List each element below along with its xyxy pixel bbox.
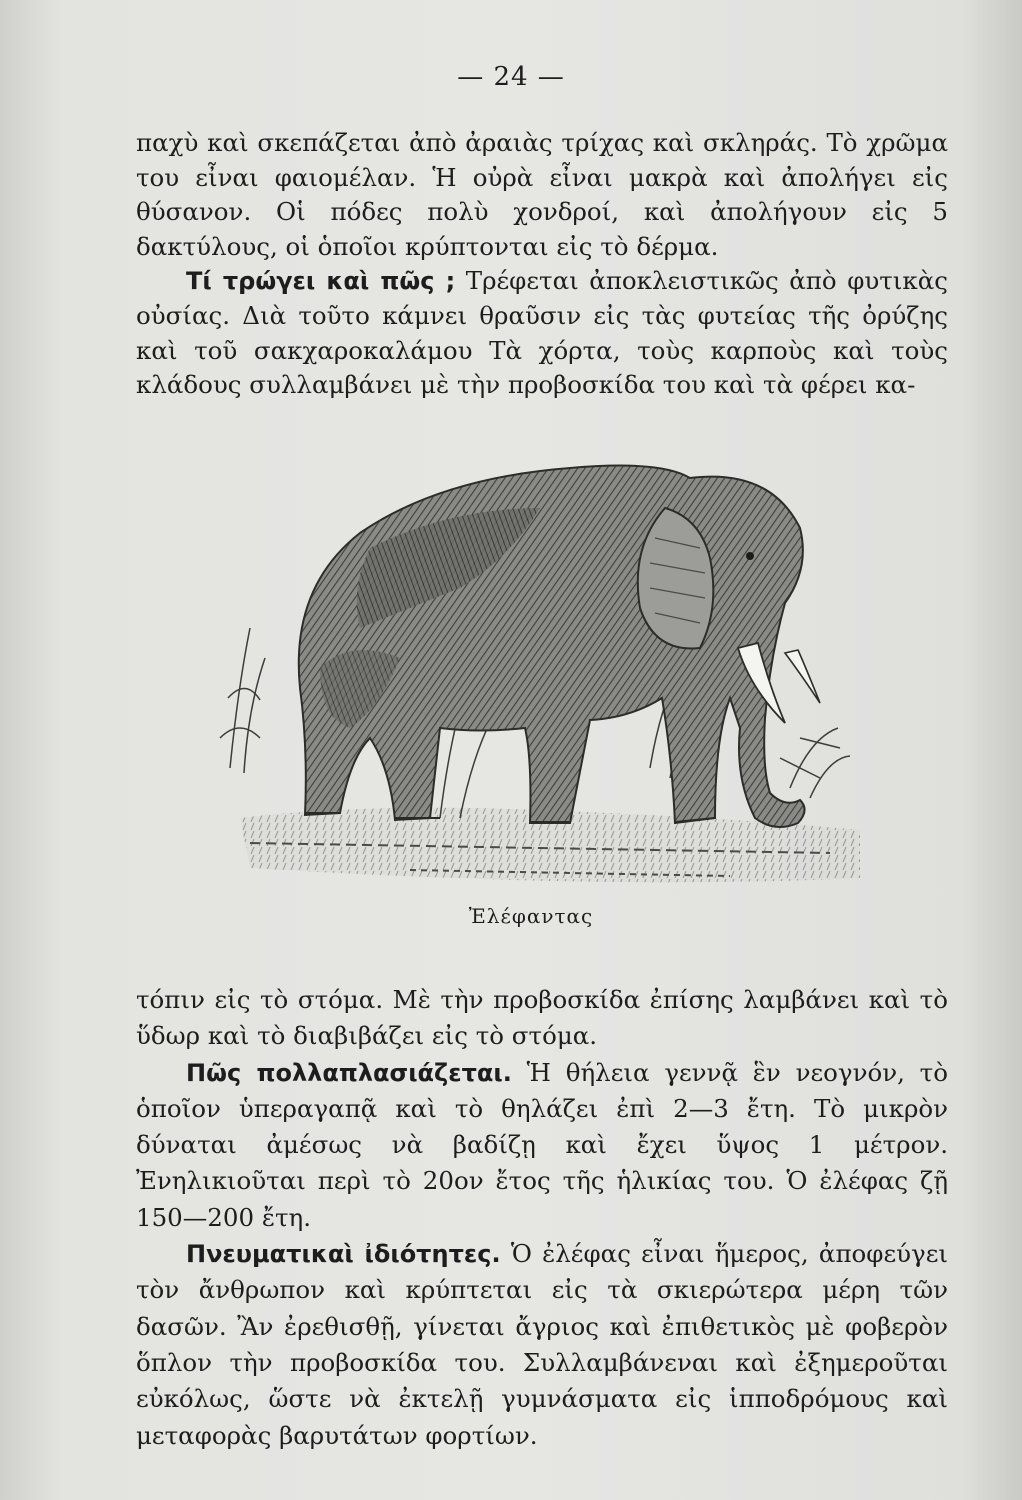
reproduction-text: Ἡ θήλεια γεννᾷ ἓν νεογνόν, τὸ ὁποῖον ὑπεραγαπᾷ καὶ τὸ θηλάζει ἐπὶ 2—3 ἔτη. Τὸ μικρὸν δύναται ἀμέσως νὰ βαδίζῃ καὶ ἔχει ὕψος 1 μέτρον. Ἐνηλικιοῦται περὶ τὸ 20ον ἔτος τῆς ἡλικίας του. Ὁ ἐλέφας ζῇ 150—200 ἔτη. xyxy=(136,1057,948,1232)
top-text-block xyxy=(136,126,948,403)
mental-heading: Πνευματικαὶ ἰδιότητες. xyxy=(186,1240,501,1269)
bottom-text-block xyxy=(136,982,948,1454)
elephant-illustration xyxy=(210,438,870,898)
figure-caption: Ἐλέφαντας xyxy=(468,904,594,928)
body-paragraph: παχὺ καὶ σκεπάζεται ἀπὸ ἀραιὰς τρίχας καὶ σκληράς. Τὸ χρῶμα του εἶναι φαιομέλαν. Ἡ οὐρὰ εἶναι μακρὰ καὶ ἀπολήγει εἰς θύσανον. Οἱ πόδες πολὺ χονδροί, καὶ ἀπολήγουν εἰς 5 δακτύλους, οἱ ὁποῖοι κρύπτονται εἰς τὸ δέρμα. xyxy=(136,128,948,261)
food-heading: Τί τρώγει καὶ πῶς ; xyxy=(186,267,456,296)
mental-paragraph xyxy=(136,1236,948,1454)
reproduction-heading: Πῶς πολλαπλασιάζεται. xyxy=(186,1058,512,1087)
mental-text: Ὁ ἐλέφας εἶναι ἥμερος, ἀποφεύγει τὸν ἄνθρωπον καὶ κρύπτεται εἰς τὰ σκιερώτερα μέρη τῶν δασῶν. Ἂν ἐρεθισθῇ, γίνεται ἄγριος καὶ ἐπιθετικὸς μὲ φοβερὸν ὅπλον τὴν προβοσκίδα του. Συλλαμβάνεναι καὶ ἐξημεροῦται εὐκόλως, ὥστε νὰ ἐκτελῇ γυμνάσματα εἰς ἱπποδρόμους καὶ μεταφορὰς βαρυτάτων φορτίων. xyxy=(136,1239,948,1450)
continuation-paragraph: τόπιν εἰς τὸ στόμα. Μὲ τὴν προβοσκίδα ἐπίσης λαμβάνει καὶ τὸ ὕδωρ καὶ τὸ διαβιβάζει εἰς τὸ στόμα. xyxy=(136,985,948,1051)
reproduction-paragraph xyxy=(136,1055,948,1236)
food-paragraph xyxy=(136,264,948,402)
food-text: Τρέφεται ἀποκλειστικῶς ἀπὸ φυτικὰς οὐσίας. Διὰ τοῦτο κάμνει θραῦσιν εἰς τὰς φυτείας τῆς ὀρύζης καὶ τοῦ σακχαροκαλάμου Τὰ χόρτα, τοὺς καρποὺς καὶ τοὺς κλάδους συλλαμβάνει μὲ τὴν προβοσκίδα του καὶ τὰ φέρει κα- xyxy=(136,266,948,400)
page-number: — 24 — xyxy=(457,62,565,92)
